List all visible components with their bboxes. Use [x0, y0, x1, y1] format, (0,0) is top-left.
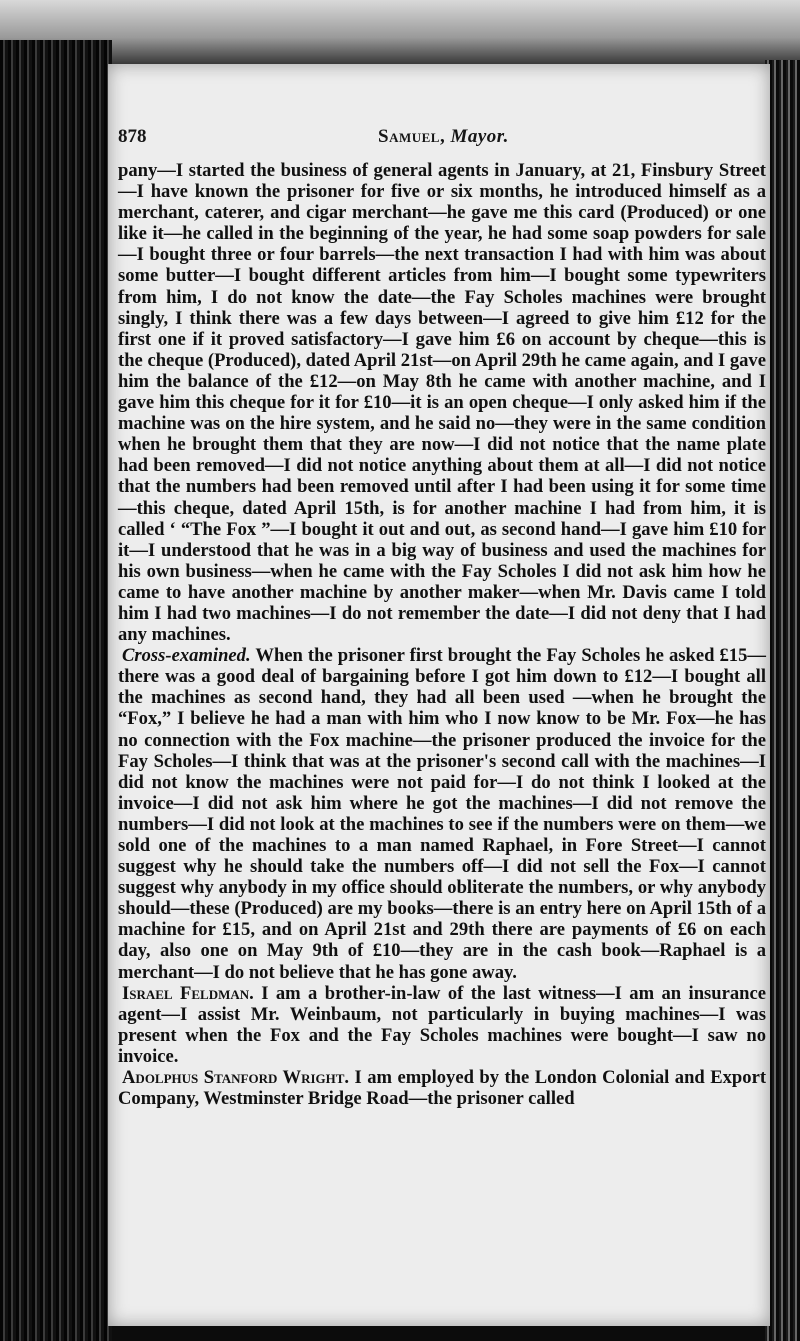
body-text — [118, 160, 766, 1109]
paragraph — [118, 160, 766, 645]
witness-name: Israel Feldman. — [122, 982, 254, 1004]
paragraph-text: pany—I started the business of general agents in January, at 21, Finsbury Street—I have known the prisoner for five or six months, he introduced himself as a merchant, caterer, and cigar merchant—he gave me this card (Produced) or one like it—he called in the beginning of the year, he had some soap powders for sale—I bought three or four barrels—the next transaction I had with him was about some butter—I bought different articles from him—I bought some typewriters from him, I do not know the date—the Fay Scholes machines were brought singly, I think there was a few days between—I agreed to give him £12 for the first one if it proved satisfactory—I gave him £6 on account by cheque—this is the cheque (Produced), dated April 21st—on April 29th he came again, and I gave him the balance of the £12—on May 8th he came with another machine, and I gave him this cheque for it for £10—it is an open cheque—I only asked him if the machine was on the hire system, and he said no—they were in the same condition when he brought them that they are now—I did not notice that the name plate had been removed—I did not notice anything about them at all—I did not notice that the numbers had been removed until after I had been using it for some time—this cheque, dated April 15th, is for another machine I had from him, it is called ‘ “The Fox ”—I bought it out and out, as second hand—I gave him £10 for it—I understood that he was in a big way of business and used the machines for his own business—when he came with the Fay Scholes I did not ask him how he came to have another machine by another maker—when Mr. Davis came I told him I had two machines—I do not remember the date—I did not deny that I had any machines. — [118, 160, 766, 646]
book-page-edges — [765, 60, 800, 1341]
book-spine-edge — [0, 40, 112, 1341]
paragraph — [118, 983, 766, 1067]
running-head-title: Mayor. — [450, 126, 509, 147]
running-head — [378, 126, 509, 148]
page-header — [118, 126, 758, 156]
cross-examined-label: Cross-examined. — [122, 645, 251, 667]
paragraph-text: When the prisoner first brought the Fay Scholes he asked £15—there was a good deal of bargaining before I got him down to £12—I bought all the machines as second hand, they had all been used —when he brought the “Fox,” I believe he had a man with him who I now know to be Mr. Fox—he has no connection with the Fox machine—the prisoner produced the invoice for the Fay Scholes—I think that was at the prisoner's second call with the machines—I did not know the machines were not paid for—I do not think I looked at the invoice—I did not ask him where he got the machines—I did not remove the numbers—I did not look at the machines to see if the numbers were on them—we sold one of the machines to a man named Raphael, in Fore Street—I cannot suggest why he should take the numbers off—I did not sell the Fox—I cannot suggest why anybody in my office should obliterate the numbers, or why anybody should—these (Produced) are my books—there is an entry here on April 15th of a machine for £15, and on April 21st and 29th there are payments of £6 on each day, also one on May 9th of £10—they are in the cash book—Raphael is a merchant—I do not believe that he has gone away. — [118, 645, 766, 983]
scan-top-border — [0, 0, 800, 68]
paragraph-text: I am a brother-in-law of the last witness—I am an insurance agent—I assist Mr. Weinbaum, not particularly in buying machines—I was present when the Fox and the Fay Scholes machines were bought—I saw no invoice. — [118, 982, 767, 1067]
running-head-name: Samuel, — [378, 126, 446, 147]
paragraph-text: I am employed by the London Colonial and Export Company, Westminster Bridge Road—the prisoner called — [118, 1067, 767, 1110]
paragraph — [118, 645, 766, 983]
witness-name: Adolphus Stanford Wright. — [122, 1067, 350, 1089]
page-number: 878 — [118, 126, 147, 147]
paragraph — [118, 1067, 766, 1109]
